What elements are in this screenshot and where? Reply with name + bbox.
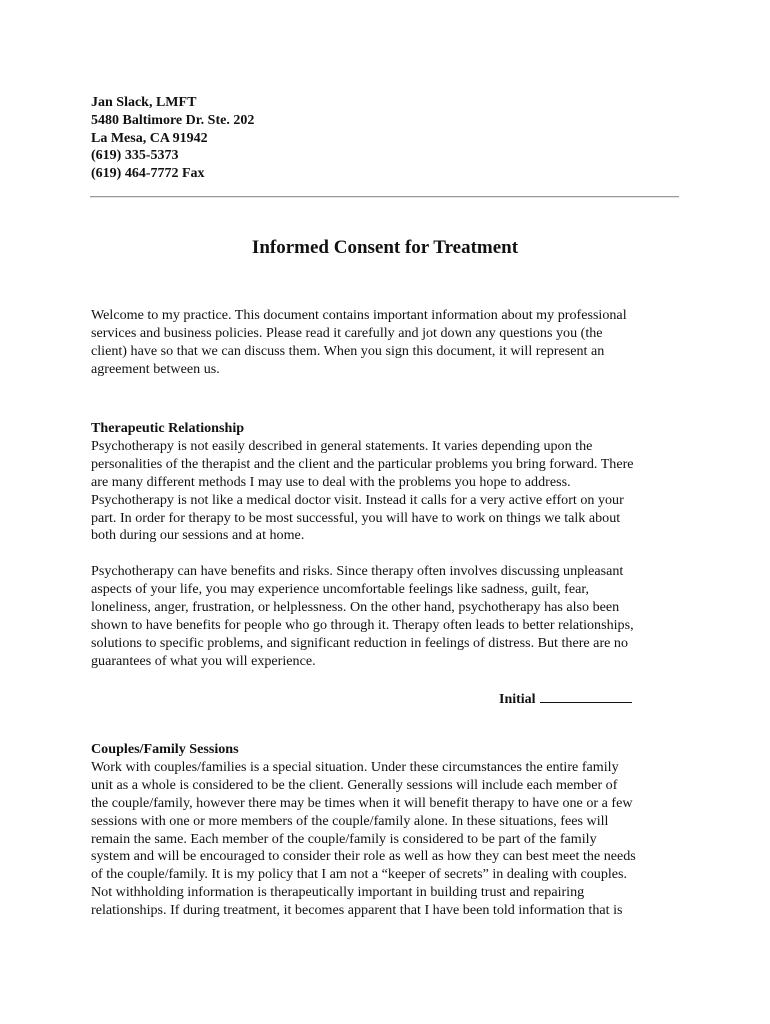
paragraph-line: shown to have benefits for people who go through it. Therapy often leads to better relationships, xyxy=(91,616,634,633)
paragraph-line: Not withholding information is therapeutically important in building trust and repairing xyxy=(91,884,585,901)
paragraph-line: relationships. If during treatment, it becomes apparent that I have been told information that is xyxy=(91,902,623,919)
city-state-zip: La Mesa, CA 91942 xyxy=(91,130,208,146)
initial-blank-line[interactable] xyxy=(540,688,632,703)
paragraph-line: solutions to specific problems, and significant reduction in feelings of distress. But there are no xyxy=(91,634,629,651)
paragraph-line: services and business policies. Please read it carefully and jot down any questions you (the xyxy=(91,324,603,341)
paragraph-line: loneliness, anger, frustration, or helplessness. On the other hand, psychotherapy has also been xyxy=(91,598,620,615)
header-divider xyxy=(90,196,679,198)
section-heading: Couples/Family Sessions xyxy=(91,741,239,757)
practitioner-name: Jan Slack, LMFT xyxy=(91,95,197,110)
paragraph-line: are many different methods I may use to deal with the problems you hope to address. xyxy=(91,473,571,490)
document-title: Informed Consent for Treatment xyxy=(251,237,519,258)
phone-number: (619) 335-5373 xyxy=(91,148,179,164)
couples-family-section xyxy=(91,741,691,920)
paragraph-line: system and will be encouraged to consider their role as well as how they can best meet the needs xyxy=(91,848,636,865)
paragraph-line: aspects of your life, you may experience uncomfortable feelings like sadness, guilt, fear, xyxy=(91,580,590,597)
intro-paragraph xyxy=(91,307,691,379)
therapeutic-relationship-section xyxy=(91,420,691,545)
paragraph-line: remain the same. Each member of the couple/family is considered to be part of the family xyxy=(91,830,597,847)
paragraph-line: agreement between us. xyxy=(91,360,220,377)
initial-field xyxy=(499,688,632,709)
paragraph-line: both during our sessions and at home. xyxy=(91,527,305,544)
street-address: 5480 Baltimore Dr. Ste. 202 xyxy=(91,112,255,128)
fax-number: (619) 464-7772 Fax xyxy=(91,166,205,182)
paragraph-line: Welcome to my practice. This document contains important information about my professional xyxy=(91,307,627,323)
benefits-risks-paragraph xyxy=(91,563,691,670)
paragraph-line: personalities of the therapist and the client and the particular problems you bring forward. There xyxy=(91,455,634,472)
paragraph-line: of the couple/family. It is my policy that I am not a “keeper of secrets” in dealing with couples. xyxy=(91,866,628,883)
letterhead xyxy=(91,94,254,183)
initial-label: Initial xyxy=(499,692,536,707)
paragraph-line: Psychotherapy can have benefits and risks. Since therapy often involves discussing unpleasant xyxy=(91,563,624,579)
paragraph-line: Work with couples/families is a special situation. Under these circumstances the entire family xyxy=(91,758,619,775)
paragraph-line: client) have so that we can discuss them. When you sign this document, it will represent an xyxy=(91,342,605,359)
section-heading: Therapeutic Relationship xyxy=(91,420,245,436)
paragraph-line: sessions with one or more members of the couple/family alone. In these situations, fees will xyxy=(91,812,609,829)
paragraph-line: guarantees of what you will experience. xyxy=(91,652,316,669)
paragraph-line: unit as a whole is considered to be the client. Generally sessions will include each member of xyxy=(91,776,618,793)
paragraph-line: the couple/family, however there may be times when it will benefit therapy to have one or a few xyxy=(91,794,633,811)
paragraph-line: Psychotherapy is not easily described in general statements. It varies depending upon the xyxy=(91,437,593,454)
paragraph-line: Psychotherapy is not like a medical doctor visit. Instead it calls for a very active effort on your xyxy=(91,491,624,508)
paragraph-line: part. In order for therapy to be most successful, you will have to work on things we talk about xyxy=(91,509,621,526)
